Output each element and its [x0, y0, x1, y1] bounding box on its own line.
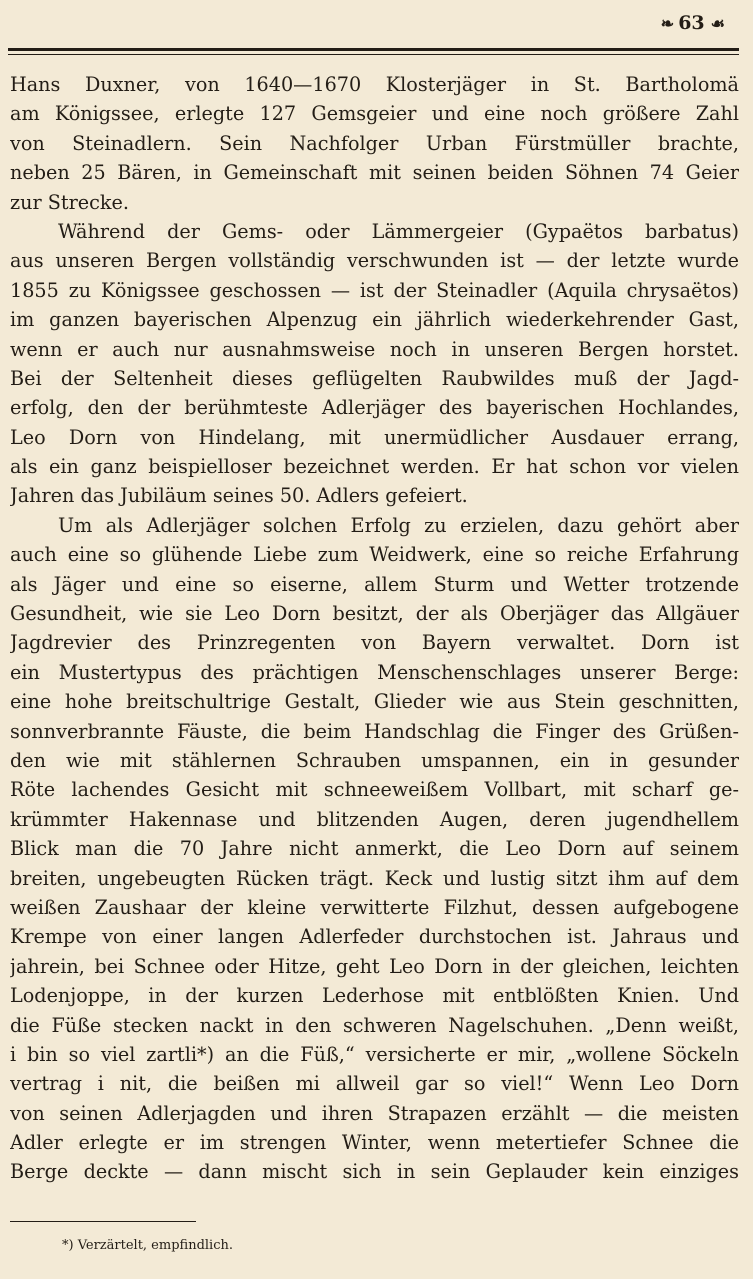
text-line: i bin so viel zartli*) an die Füß,“ versicherte er mir, „wollene Söckeln: [10, 1042, 739, 1066]
text-line: als Jäger und eine so eiserne, allem Sturm und Wetter trotzende: [10, 572, 739, 596]
text-line: ein Mustertypus des prächtigen Menschenschlages unserer Berge:: [10, 660, 739, 684]
text-line: Berge deckte — dann mischt sich in sein Geplauder kein einziges: [10, 1160, 739, 1184]
text-line: Jahren das Jubiläum seines 50. Adlers gefeiert.: [10, 484, 468, 508]
text-line: aus unseren Bergen vollständig verschwunden ist — der letzte wurde: [10, 249, 739, 273]
text-line: sonnverbrannte Fäuste, die beim Handschlag die Finger des Grüßen-: [10, 719, 739, 743]
text-line: von Steinadlern. Sein Nachfolger Urban Fürstmüller brachte,: [10, 131, 739, 155]
text-line: jahrein, bei Schnee oder Hitze, geht Leo Dorn in der gleichen, leichten: [10, 954, 739, 978]
text-line: von seinen Adlerjagden und ihren Strapazen erzählt — die meisten: [10, 1101, 739, 1125]
text-line: den wie mit stählernen Schrauben umspannen, ein in gesunder: [10, 748, 739, 772]
text-line: Krempe von einer langen Adlerfeder durchstochen ist. Jahraus und: [10, 925, 739, 949]
text-line: krümmter Hakennase und blitzenden Augen, deren jugendhellem: [10, 807, 739, 831]
text-line: Um als Adlerjäger solchen Erfolg zu erzielen, dazu gehört aber: [58, 513, 739, 537]
header-rule-thin: [8, 54, 739, 55]
text-line: als ein ganz beispielloser bezeichnet werden. Er hat schon vor vielen: [10, 455, 739, 479]
page-number: 63: [678, 12, 705, 34]
footnote: *) Verzärtelt, empfindlich.: [62, 1238, 233, 1253]
text-line: vertrag i nit, die beißen mi allweil gar so viel!“ Wenn Leo Dorn: [10, 1072, 739, 1096]
text-line: Blick man die 70 Jahre nicht anmerkt, die Leo Dorn auf seinem: [10, 837, 739, 861]
text-line: neben 25 Bären, in Gemeinschaft mit seinen beiden Söhnen 74 Geier: [10, 161, 739, 185]
text-line: am Königssee, erlegte 127 Gemsgeier und eine noch größere Zahl: [10, 102, 739, 126]
text-line: wenn er auch nur ausnahmsweise noch in unseren Bergen horstet.: [10, 337, 739, 361]
text-line: im ganzen bayerischen Alpenzug ein jährlich wiederkehrender Gast,: [10, 308, 739, 332]
ornament-right-icon: ☙: [710, 13, 723, 33]
text-line: erfolg, den der berühmteste Adlerjäger des bayerischen Hochlandes,: [10, 396, 739, 420]
text-line: Hans Duxner, von 1640—1670 Klosterjäger in St. Bartholomä: [10, 73, 739, 96]
body-text: [10, 70, 739, 1187]
ornament-left-icon: ❧: [660, 13, 673, 33]
text-line: die Füße stecken nackt in den schweren Nagelschuhen. „Denn weißt,: [10, 1013, 739, 1037]
text-line: Lodenjoppe, in der kurzen Lederhose mit entblößten Knien. Und: [10, 984, 739, 1008]
text-line: Während der Gems- oder Lämmergeier (Gypaëtos barbatus): [58, 219, 739, 243]
text-line: breiten, ungebeugten Rücken trägt. Keck und lustig sitzt ihm auf dem: [10, 866, 739, 890]
text-line: Gesundheit, wie sie Leo Dorn besitzt, der als Oberjäger das Allgäuer: [10, 602, 739, 626]
text-line: Jagdrevier des Prinzregenten von Bayern verwaltet. Dorn ist: [10, 631, 739, 655]
text-line: zur Strecke.: [10, 190, 129, 214]
header-rule-thick: [8, 48, 739, 51]
text-line: Röte lachendes Gesicht mit schneeweißem Vollbart, mit scharf ge-: [10, 778, 739, 802]
text-line: eine hohe breitschultrige Gestalt, Glieder wie aus Stein geschnitten,: [10, 690, 739, 714]
text-line: Adler erlegte er im strengen Winter, wenn metertiefer Schnee die: [10, 1131, 739, 1155]
text-line: weißen Zaushaar der kleine verwitterte Filzhut, dessen aufgebogene: [10, 895, 739, 919]
text-line: Bei der Seltenheit dieses geflügelten Raubwildes muß der Jagd-: [10, 366, 739, 390]
page-header: [661, 12, 723, 34]
footnote-rule: [10, 1221, 196, 1222]
text-line: 1855 zu Königssee geschossen — ist der Steinadler (Aquila chrysaëtos): [10, 278, 739, 302]
text-line: Leo Dorn von Hindelang, mit unermüdlicher Ausdauer errang,: [10, 425, 739, 449]
text-line: auch eine so glühende Liebe zum Weidwerk, eine so reiche Erfahrung: [10, 543, 739, 567]
